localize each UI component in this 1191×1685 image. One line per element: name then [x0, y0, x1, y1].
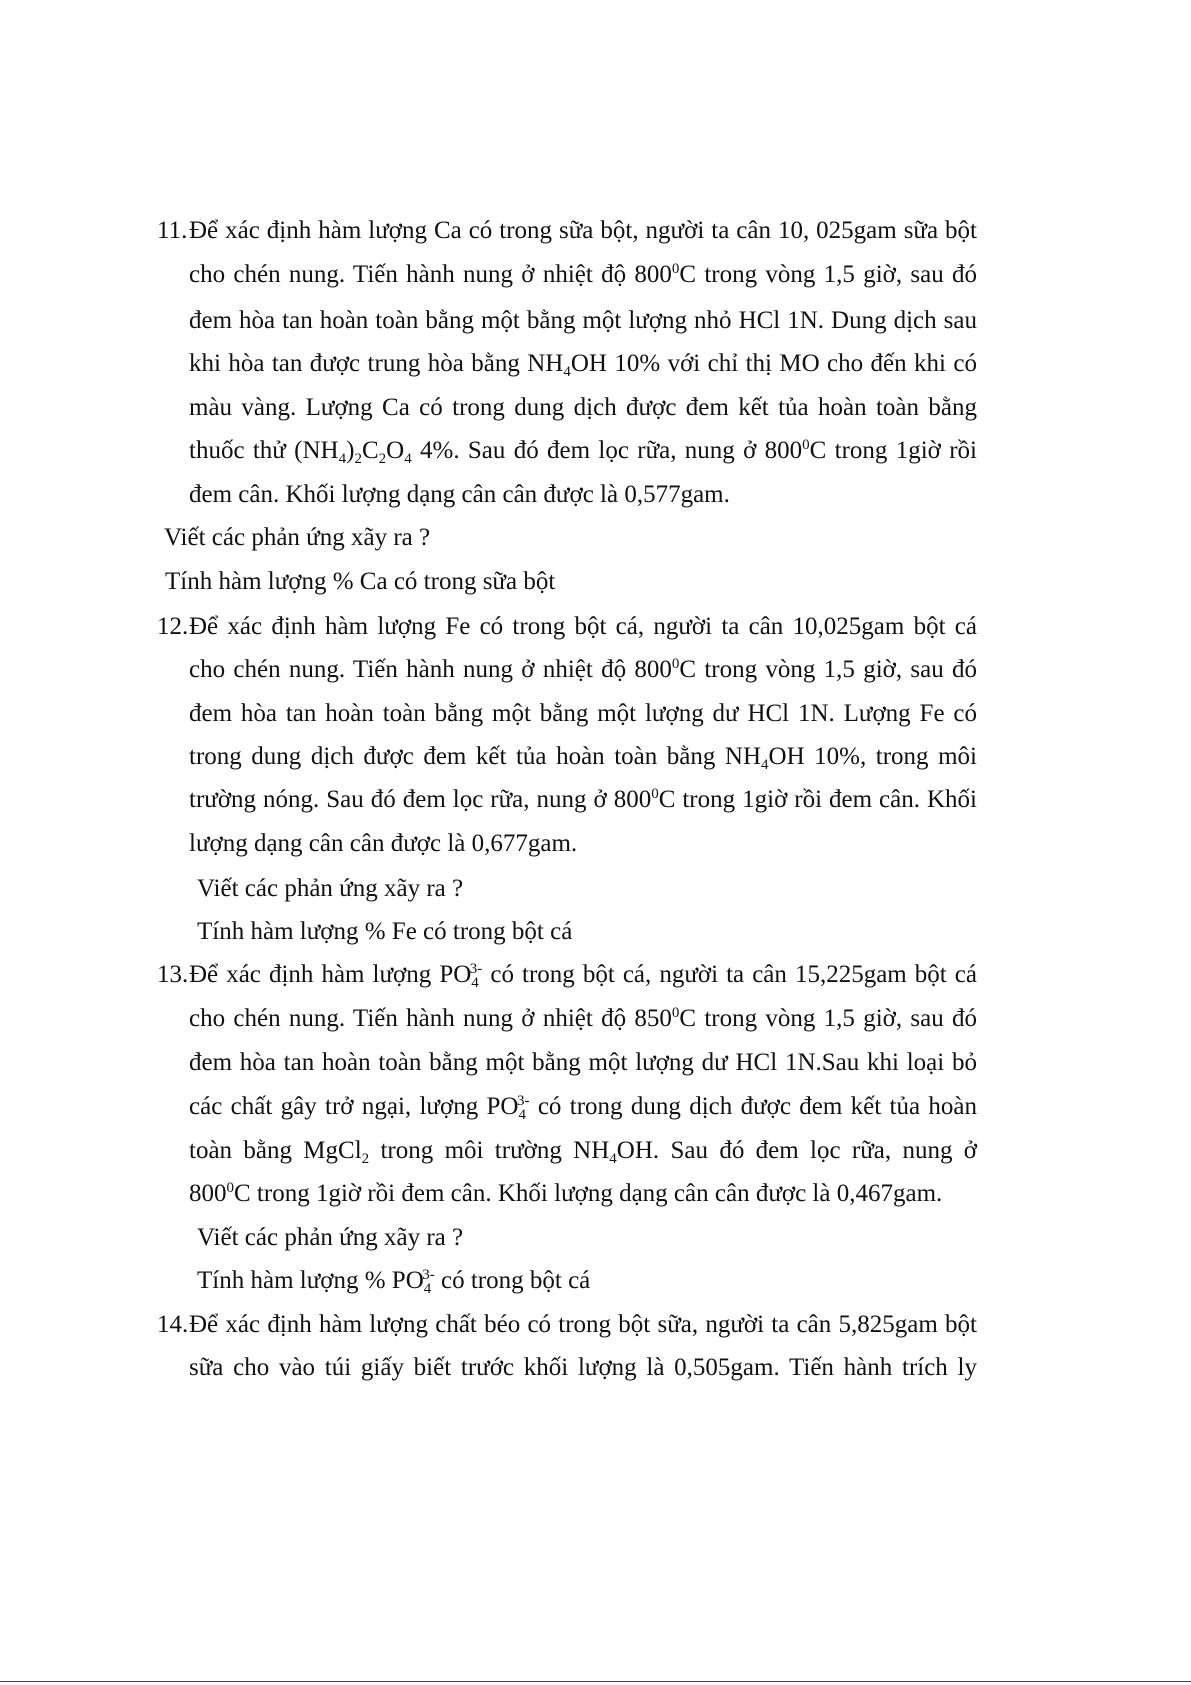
question-13-line-4: các chất gây trở ngại, lượng $PO_4^{3-}$ có trong dung dịch được đem kết tủa hoàn: [189, 1093, 978, 1123]
question-11-line-7: đem cân. Khối lượng dạng cân cân được là 0,577gam.: [189, 481, 730, 508]
question-13-line-3: đem hòa tan hoàn toàn bằng một bằng một lượng dư HCl 1N.Sau khi loại bỏ: [189, 1049, 977, 1076]
question-12-line-5: trường nóng. Sau đó đem lọc rữa, nung ở $800^0C$ trong 1giờ rồi đem cân. Khối: [189, 786, 977, 813]
question-12-line-6: lượng dạng cân cân được là 0,677gam.: [189, 830, 578, 857]
question-number: 13.: [157, 961, 189, 988]
question-12-ask-reactions: Viết các phản ứng xãy ra ?: [197, 875, 464, 902]
question-number: 11.: [157, 217, 188, 244]
question-11-line-1: Để xác định hàm lượng Ca có trong sữa bột, người ta cân 10, 025gam sữa bột: [189, 217, 977, 244]
question-13-ask-reactions: Viết các phản ứng xãy ra ?: [197, 1224, 464, 1251]
question-11-line-3: đem hòa tan hoàn toàn bằng một bằng một lượng nhỏ HCl 1N. Dung dịch sau: [189, 307, 977, 334]
question-14-line-2: sữa cho vào túi giấy biết trước khối lượng là 0,505gam. Tiến hành trích ly: [189, 1354, 977, 1381]
question-13-line-2: cho chén nung. Tiến hành nung ở nhiệt độ $850^0C$ trong vòng 1,5 giờ, sau đó: [189, 1005, 978, 1032]
question-12-line-1: Để xác định hàm lượng Fe có trong bột cá, người ta cân 10,025gam bột cá: [189, 613, 977, 640]
question-14-line-1: Để xác định hàm lượng chất béo có trong bột sữa, người ta cân 5,825gam bột: [189, 1311, 977, 1338]
question-11-line-6: thuốc thử $(NH_4)_2C_2O_4$ 4%. Sau đó đem lọc rữa, nung ở $800^0C$ trong 1giờ rồi: [189, 437, 977, 467]
question-11-line-2: cho chén nung. Tiến hành nung ở nhiệt độ $800^0C$ trong vòng 1,5 giờ, sau đó: [189, 261, 978, 288]
question-13-line-6: $800^0C$ trong 1giờ rồi đem cân. Khối lượng dạng cân cân được là 0,467gam.: [189, 1180, 943, 1207]
question-12-line-2: cho chén nung. Tiến hành nung ở nhiệt độ $800^0C$ trong vòng 1,5 giờ, sau đó: [189, 656, 978, 683]
question-12-line-4: trong dung dịch được đem kết tủa hoàn toàn bằng $NH_4OH$ 10%, trong môi: [189, 743, 977, 773]
question-11-ask-percent: Tính hàm lượng % Ca có trong sữa bột: [165, 568, 556, 595]
question-11-ask-reactions: Viết các phản ứng xãy ra ?: [164, 524, 431, 551]
question-number: 14.: [157, 1311, 189, 1338]
question-11-line-5: màu vàng. Lượng Ca có trong dung dịch được đem kết tủa hoàn toàn bằng: [189, 394, 977, 421]
question-number: 12.: [157, 613, 189, 640]
question-13-line-5: toàn bằng MgCl$_2$ trong môi trường $NH_4OH$. Sau đó đem lọc rữa, nung ở: [189, 1137, 977, 1167]
question-13-ask-percent: Tính hàm lượng % $PO_4^{3-}$ có trong bột cá: [197, 1267, 591, 1297]
question-11-line-4: khi hòa tan được trung hòa bằng $NH_4OH$ 10% với chỉ thị MO cho đến khi có: [189, 350, 977, 380]
page-bottom-rule: [0, 1681, 1191, 1682]
question-12-ask-percent: Tính hàm lượng % Fe có trong bột cá: [197, 918, 573, 945]
question-12-line-3: đem hòa tan hoàn toàn bằng một bằng một lượng dư HCl 1N. Lượng Fe có: [189, 700, 977, 727]
question-13-line-1: Để xác định hàm lượng $PO_4^{3-}$ có trong bột cá, người ta cân 15,225gam bột cá: [189, 961, 977, 991]
